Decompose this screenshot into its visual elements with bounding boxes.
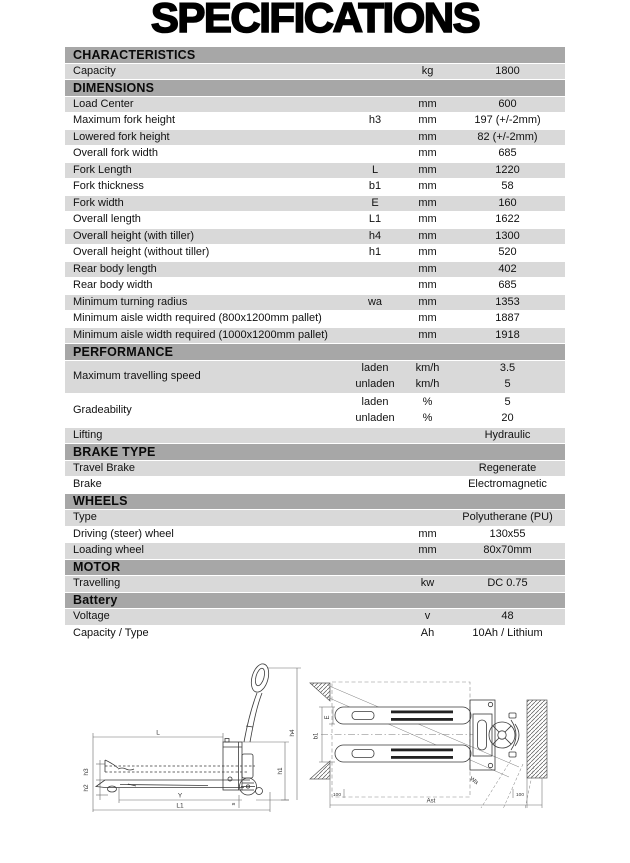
row-label: Minimum turning radius [73,295,188,308]
row-symbol [355,510,395,526]
section-header: PERFORMANCE [65,344,565,361]
row-symbol [355,527,395,543]
row-label: Overall length [73,213,141,226]
row-unit: v [424,610,431,623]
row-value: 20 [501,411,514,424]
row-label: Overall fork width [73,147,158,160]
spec-table [65,47,565,642]
row-value: 160 [498,196,517,209]
table-row [65,311,565,328]
table-row [65,328,565,345]
row-unit: mm [418,229,437,242]
row-label: Gradeability [73,403,132,416]
row-symbol: h3 [368,114,382,127]
row-symbol [355,428,395,444]
top-view-diagram [303,662,571,818]
row-unit: mm [418,527,437,540]
table-row [65,576,565,593]
row-value: 197 (+/-2mm) [474,114,541,127]
row-unit [395,510,460,526]
row-unit: % [422,395,433,408]
row-unit: mm [418,213,437,226]
row-label: Lifting [73,428,103,441]
dim-label-L1: L1 [176,802,184,810]
row-symbol [355,609,395,625]
row-symbol: L [371,163,379,176]
dim-label-h1: h1 [277,767,284,775]
table-row [65,510,565,527]
pallet-truck-top-outline [335,700,519,770]
table-row [65,278,565,295]
row-value: 1622 [495,213,520,226]
row-value: 1353 [495,295,520,308]
row-symbol [355,146,395,162]
row-label: Loading wheel [73,544,144,557]
table-row [65,609,565,626]
table-row [65,626,565,643]
row-unit: mm [418,544,437,557]
table-row [65,394,565,428]
sub-row [355,394,565,410]
row-symbol: h4 [368,229,382,242]
row-symbol: unladen [355,378,395,391]
row-label: Fork thickness [73,180,144,193]
dim-label-b1: b1 [313,732,320,740]
table-row [65,163,565,180]
dim-label-h2: h2 [83,784,90,792]
row-symbol: laden [361,362,389,375]
table-row [65,245,565,262]
row-value: 5 [504,378,511,391]
row-symbol [355,576,395,592]
dim-label-Y: Y [177,792,183,800]
sub-rows [355,394,565,427]
row-unit: mm [418,279,437,292]
table-row [65,196,565,213]
page-title: SPECIFICATIONS [150,0,480,41]
row-label: Rear body length [73,262,157,275]
row-label: Maximum fork height [73,114,176,127]
sub-row [355,361,565,377]
row-value: 1887 [495,312,520,325]
row-unit: mm [418,97,437,110]
table-row [65,295,565,312]
row-value: 1300 [495,229,520,242]
row-unit: Ah [420,626,435,639]
row-unit: mm [418,295,437,308]
row-unit [395,428,460,444]
row-symbol [355,278,395,294]
row-label: Lowered fork height [73,130,170,143]
section-header: MOTOR [65,560,565,577]
pallet-truck-side-outline [96,662,272,795]
row-label: Brake [73,478,102,491]
row-value: 130x55 [489,527,526,540]
table-row [65,97,565,114]
side-view-diagram [58,660,310,818]
row-symbol [355,97,395,113]
section-header: CHARACTERISTICS [65,47,565,64]
table-row [65,212,565,229]
table-row [65,543,565,560]
row-value: 402 [498,262,517,275]
row-symbol: unladen [355,411,395,424]
row-symbol [355,477,395,493]
row-unit: kw [420,577,435,590]
row-symbol [355,328,395,344]
row-value: 685 [498,279,517,292]
row-value: 685 [498,147,517,160]
section-header: DIMENSIONS [65,80,565,97]
row-symbol: laden [361,395,389,408]
row-value: DC 0.75 [487,577,528,590]
dim-label-Ast: Ast [426,798,436,805]
row-value: 1220 [495,163,520,176]
row-unit [395,461,460,477]
row-label: Overall height (without tiller) [73,246,210,259]
row-value: 48 [501,610,514,623]
row-label: Minimum aisle width required (1000x1200mm pallet) [73,328,328,341]
row-unit: mm [418,147,437,160]
row-unit: mm [418,180,437,193]
pallet-outline-dashed [332,682,470,797]
section-header: WHEELS [65,494,565,511]
row-label: Capacity [73,64,116,77]
side-dimension-lines [93,668,301,812]
row-unit: mm [418,196,437,209]
table-row [65,229,565,246]
row-unit [395,477,460,493]
row-unit: mm [418,328,437,341]
row-symbol: L1 [368,213,382,226]
table-row [65,146,565,163]
section-header: Battery [65,593,565,610]
row-unit: mm [418,262,437,275]
table-row [65,64,565,81]
row-label: Load Center [73,97,134,110]
row-symbol [355,626,395,642]
row-value: Polyutherane (PU) [462,511,553,524]
row-value: 5 [504,395,511,408]
table-row [65,179,565,196]
row-unit: mm [418,163,437,176]
row-value: 1918 [495,328,520,341]
row-symbol: b1 [368,180,382,193]
row-symbol [355,262,395,278]
row-value: Regenerate [478,461,537,474]
sub-rows [355,361,565,394]
row-value: 1800 [495,64,520,77]
dim-label-Wa: Wa [468,776,479,787]
row-symbol [355,130,395,146]
row-label: Driving (steer) wheel [73,527,174,540]
row-unit: km/h [415,378,440,391]
row-label: Minimum aisle width required (800x1200mm pallet) [73,312,322,325]
row-value: 80x70mm [483,544,532,557]
row-value: 58 [501,180,514,193]
row-label: Voltage [73,610,110,623]
row-unit: mm [418,130,437,143]
table-row [65,527,565,544]
row-symbol [355,461,395,477]
table-row [65,130,565,147]
table-row [65,477,565,494]
row-label: Fork Length [73,163,132,176]
row-value: 520 [498,246,517,259]
table-row [65,361,565,395]
row-unit: mm [418,246,437,259]
row-value: 82 (+/-2mm) [477,130,538,143]
row-value: 3.5 [499,362,516,375]
row-label: Rear body width [73,279,153,292]
row-unit: % [422,411,433,424]
row-label: Maximum travelling speed [73,370,201,383]
row-symbol [355,64,395,80]
row-value: Hydraulic [484,428,531,441]
row-label: Travel Brake [73,461,135,474]
row-unit: km/h [415,362,440,375]
dim-label-L: L [156,729,160,737]
row-label: Travelling [73,577,121,590]
row-symbol: E [371,196,379,209]
row-unit: kg [421,64,434,77]
side-view-labels [83,729,296,809]
dim-label-E: E [325,715,331,720]
table-row [65,461,565,478]
row-value: 10Ah / Lithium [472,626,543,639]
row-label: Capacity / Type [73,626,149,639]
section-header: BRAKE TYPE [65,444,565,461]
row-symbol: wa [367,295,383,308]
sub-row [355,377,565,393]
dim-label-right-clearance: 100 [515,793,525,798]
dim-label-h4: h4 [289,729,296,737]
table-row [65,428,565,445]
sub-row [355,410,565,426]
table-row [65,113,565,130]
row-label: Type [73,511,97,524]
dim-label-h3: h3 [83,768,90,776]
table-row [65,262,565,279]
row-unit: mm [418,312,437,325]
dim-label-left-clearance: 100 [332,793,342,798]
row-value: Electromagnetic [468,478,547,491]
row-value: 600 [498,97,517,110]
dim-label-s: s [231,802,237,806]
row-label: Fork width [73,196,124,209]
row-symbol [355,311,395,327]
row-unit: mm [418,114,437,127]
aisle-walls [310,683,547,779]
row-label: Overall height (with tiller) [73,229,195,242]
row-symbol [355,543,395,559]
row-symbol: h1 [368,246,382,259]
